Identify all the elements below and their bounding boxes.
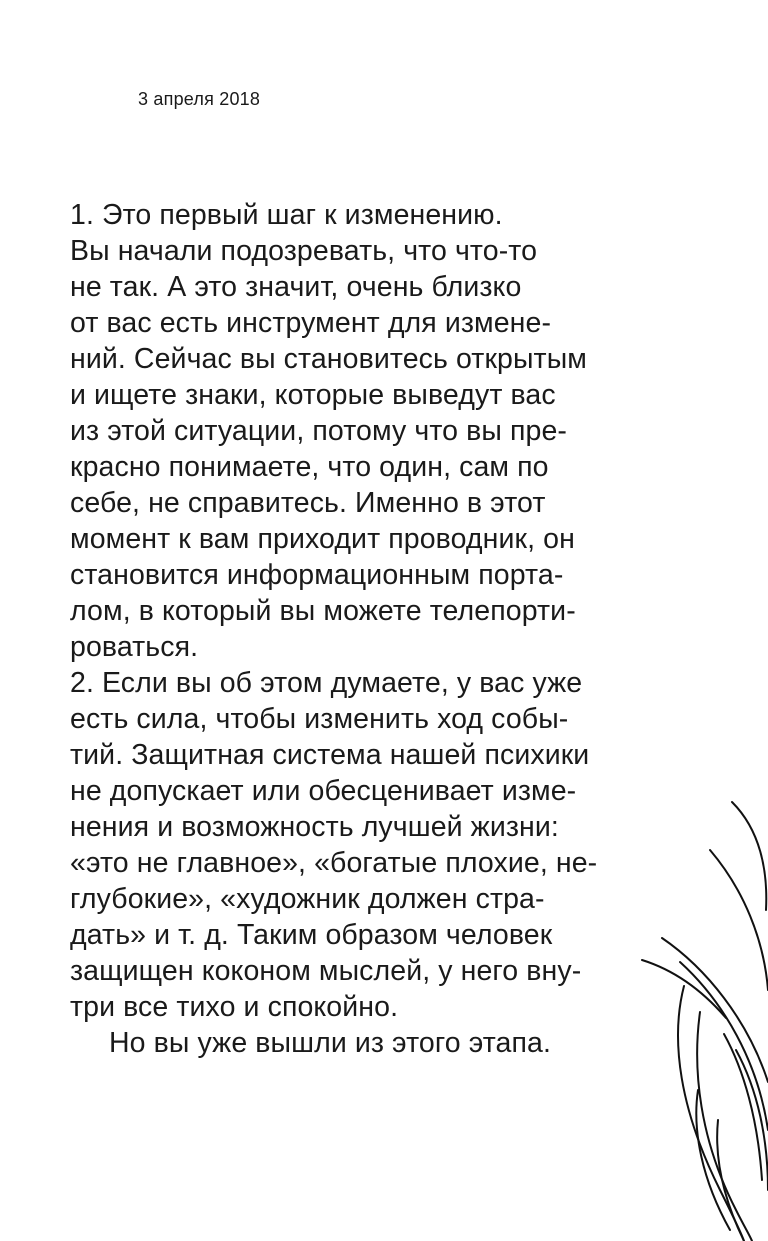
text-line: ний. Сейчас вы становитесь открытым — [70, 343, 587, 375]
text-line: из этой ситуации, потому что вы пре- — [70, 415, 568, 447]
text-line: защищен коконом мыслей, у него вну- — [70, 955, 582, 987]
text-line: лом, в который вы можете телепорти- — [70, 595, 576, 627]
text-line: «это не главное», «богатые плохие, не- — [70, 847, 598, 879]
text-line-indented: Но вы уже вышли из этого этапа. — [109, 1027, 551, 1059]
text-line: 2. Если вы об этом думаете, у вас уже — [70, 667, 583, 699]
page-date: 3 апреля 2018 — [138, 89, 261, 109]
text-line: становится информационным порта- — [70, 559, 564, 591]
text-line: не допускает или обесценивает изме- — [70, 775, 577, 807]
main-text — [70, 197, 710, 1061]
text-line: 1. Это первый шаг к изменению. — [70, 199, 503, 231]
text-line: себе, не справитесь. Именно в этот — [70, 487, 546, 519]
text-line: момент к вам приходит проводник, он — [70, 523, 575, 555]
text-line: глубокие», «художник должен стра- — [70, 883, 545, 915]
text-line: и ищете знаки, которые выведут вас — [70, 379, 556, 411]
text-line: тий. Защитная система нашей психики — [70, 739, 590, 771]
line-drawing-decoration — [640, 790, 768, 1241]
text-line: дать» и т. д. Таким образом человек — [70, 919, 553, 951]
text-line: роваться. — [70, 631, 199, 663]
text-line: три все тихо и спокойно. — [70, 991, 399, 1023]
text-line: есть сила, чтобы изменить ход собы- — [70, 703, 569, 735]
text-line: Вы начали подозревать, что что-то — [70, 235, 538, 267]
text-line: от вас есть инструмент для измене- — [70, 307, 552, 339]
text-line: нения и возможность лучшей жизни: — [70, 811, 559, 843]
text-line: красно понимаете, что один, сам по — [70, 451, 549, 483]
text-line: не так. А это значит, очень близко — [70, 271, 522, 303]
